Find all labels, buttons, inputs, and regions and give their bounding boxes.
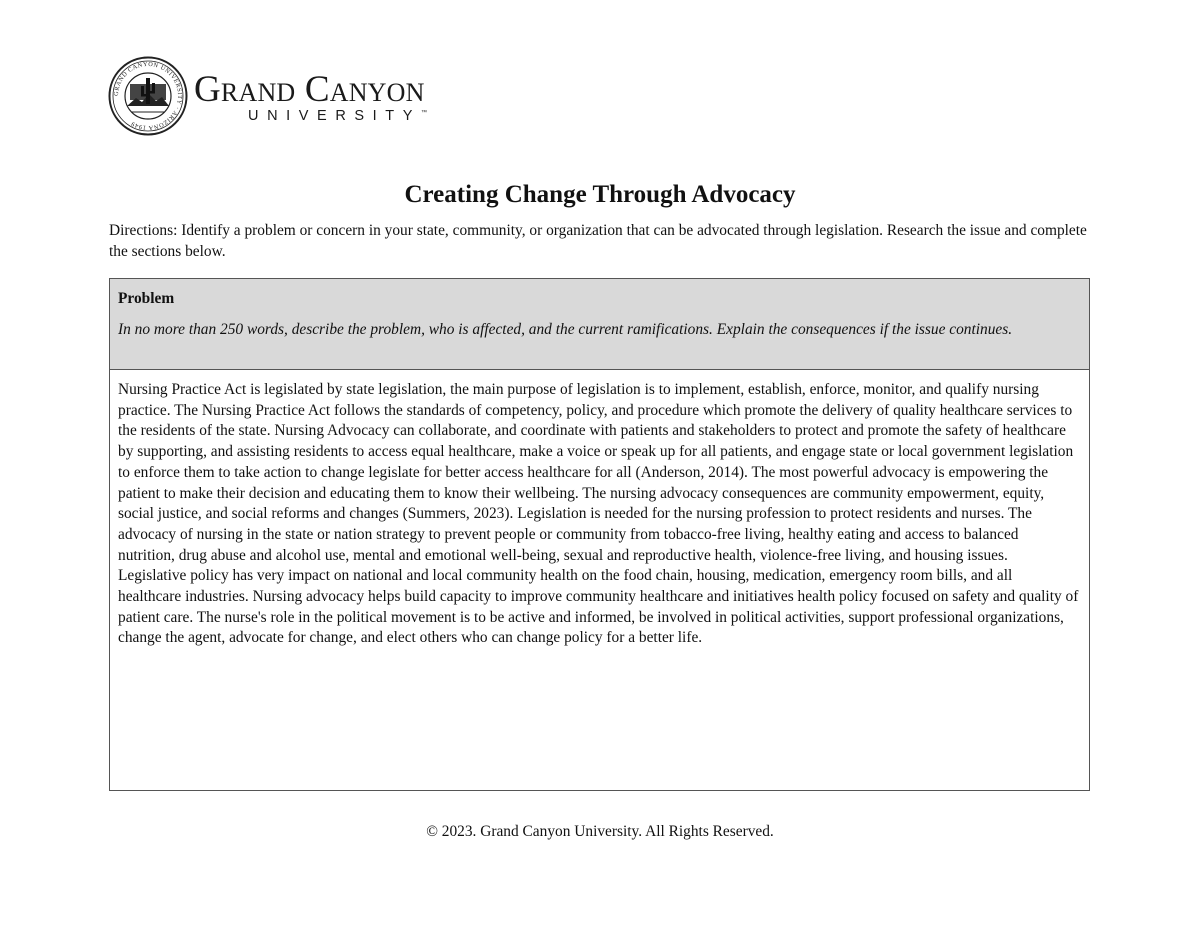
problem-response[interactable]: Nursing Practice Act is legislated by state legislation, the main purpose of legislation is to implement, establish, enforce, monitor, and qualify nursing practice. The Nursing Practice Act follows the standards of competency, policy, and procedure which promote the delivery of quality healthcare services to the residents of the state. Nursing Advocacy can collaborate, and coordinate with patients and stakeholders to protect and promote the safety of healthcare by supporting, and assisting residents to access equal healthcare, make a voice or speak up for all patients, and engage state or local government legislation to enforce them to take action to change legislate for better access healthcare for all (Anderson, 2014). The most powerful advocacy is empowering the patient to make their decision and educating them to know their wellbeing. The nursing advocacy consequences are community empowerment, equity, social justice, and social reforms and changes (Summers, 2023). Legislation is needed for the nursing profession to protect residents and nurses. The advocacy of nursing in the state or nation strategy to prevent people or community from tobacco-free living, healthy eating and access to balanced nutrition, drug abuse and alcohol use, mental and emotional well-being, sexual and reproductive health, violence-free living, and housing issues. Legislative policy has very impact on national and local community health on the food chain, housing, medication, emergency room bills, and all healthcare industries. Nursing advocacy helps build capacity to improve community healthcare and initiatives health policy focused on safety and quality of patient care. The nurse's role in the political movement is to be active and informed, be involved in political activities, support professional organizations, change the agent, advocate for change, and elect others who can change policy for a better life. (118, 381, 1079, 647)
trademark-mark: ™ (421, 109, 428, 116)
directions-text: Directions: Identify a problem or concern in your state, community, or organization that can be advocated through legislation. Research the issue and complete the sections below. (109, 222, 1087, 260)
problem-section (109, 278, 1090, 791)
problem-instructions: In no more than 250 words, describe the problem, who is affected, and the current ramifications. Explain the consequences if the issue continues. (118, 321, 1013, 338)
problem-header (110, 279, 1089, 370)
university-seal-icon (108, 56, 188, 136)
problem-heading: Problem (118, 290, 175, 307)
copyright-footer: © 2023. Grand Canyon University. All Rights Reserved. (426, 823, 774, 840)
svg-text:GRAND CANYON UNIVERSITY · ARIZ: GRAND CANYON UNIVERSITY · ARIZONA 1949 (112, 60, 184, 132)
document-title: Creating Change Through Advocacy (404, 181, 796, 208)
university-subtitle: UNIVERSITY™ (248, 107, 428, 124)
university-logo (108, 56, 427, 136)
university-name: Grand Canyon (194, 68, 425, 110)
